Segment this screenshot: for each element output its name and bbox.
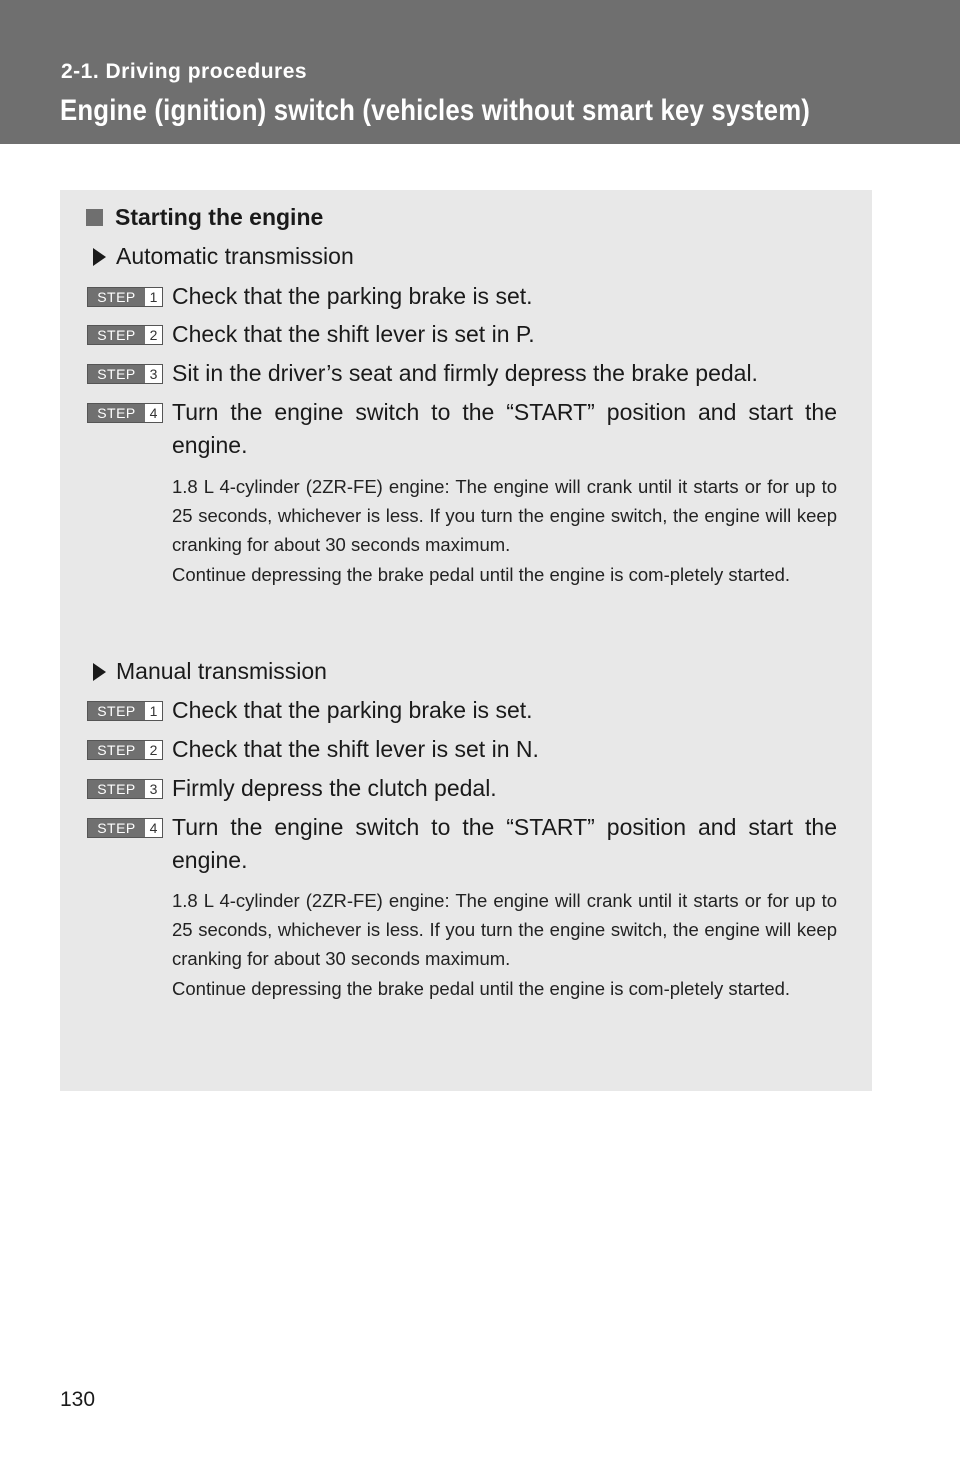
step-badge: STEP 2 <box>87 740 163 760</box>
step-text: Check that the shift lever is set in N. <box>172 736 539 762</box>
step-text: Turn the engine switch to the “START” position and start the engine. <box>172 814 837 873</box>
step-badge: STEP 4 <box>87 403 163 423</box>
step-badge: STEP 4 <box>87 818 163 838</box>
step-text: Check that the shift lever is set in P. <box>172 321 535 347</box>
step-text: Check that the parking brake is set. <box>172 283 533 309</box>
step-badge: STEP 1 <box>87 287 163 307</box>
note-text: 1.8 L 4-cylinder (2ZR-FE) engine: The engine will crank until it starts or for up to 25 seconds, whichever is less. If you turn the engine switch, the engine will keep cranking for about 30 seconds maximum. Continue depressing the brake pedal until the engine is com-pletely started. <box>172 890 837 999</box>
subheading-automatic: Automatic transmission <box>93 243 354 270</box>
section-label: 2-1. Driving procedures <box>61 60 308 83</box>
section-heading: Starting the engine <box>86 204 323 231</box>
step-badge: STEP 2 <box>87 325 163 345</box>
page-title: Engine (ignition) switch (vehicles without smart key system) <box>60 94 811 127</box>
triangle-bullet-icon <box>93 248 106 266</box>
square-bullet-icon <box>86 209 103 226</box>
step-text: Sit in the driver’s seat and firmly depress the brake pedal. <box>172 360 758 386</box>
step-text: Firmly depress the clutch pedal. <box>172 775 497 801</box>
page-number: 130 <box>60 1388 96 1411</box>
step-badge: STEP 3 <box>87 364 163 384</box>
step-text: Turn the engine switch to the “START” position and start the engine. <box>172 399 837 458</box>
step-text: Check that the parking brake is set. <box>172 697 533 723</box>
subheading-manual: Manual transmission <box>93 658 327 685</box>
step-badge: STEP 3 <box>87 779 163 799</box>
triangle-bullet-icon <box>93 663 106 681</box>
header-bar <box>0 0 960 144</box>
note-text: 1.8 L 4-cylinder (2ZR-FE) engine: The engine will crank until it starts or for up to 25 seconds, whichever is less. If you turn the engine switch, the engine will keep cranking for about 30 seconds maximum. Continue depressing the brake pedal until the engine is com-pletely started. <box>172 476 837 585</box>
step-badge: STEP 1 <box>87 701 163 721</box>
